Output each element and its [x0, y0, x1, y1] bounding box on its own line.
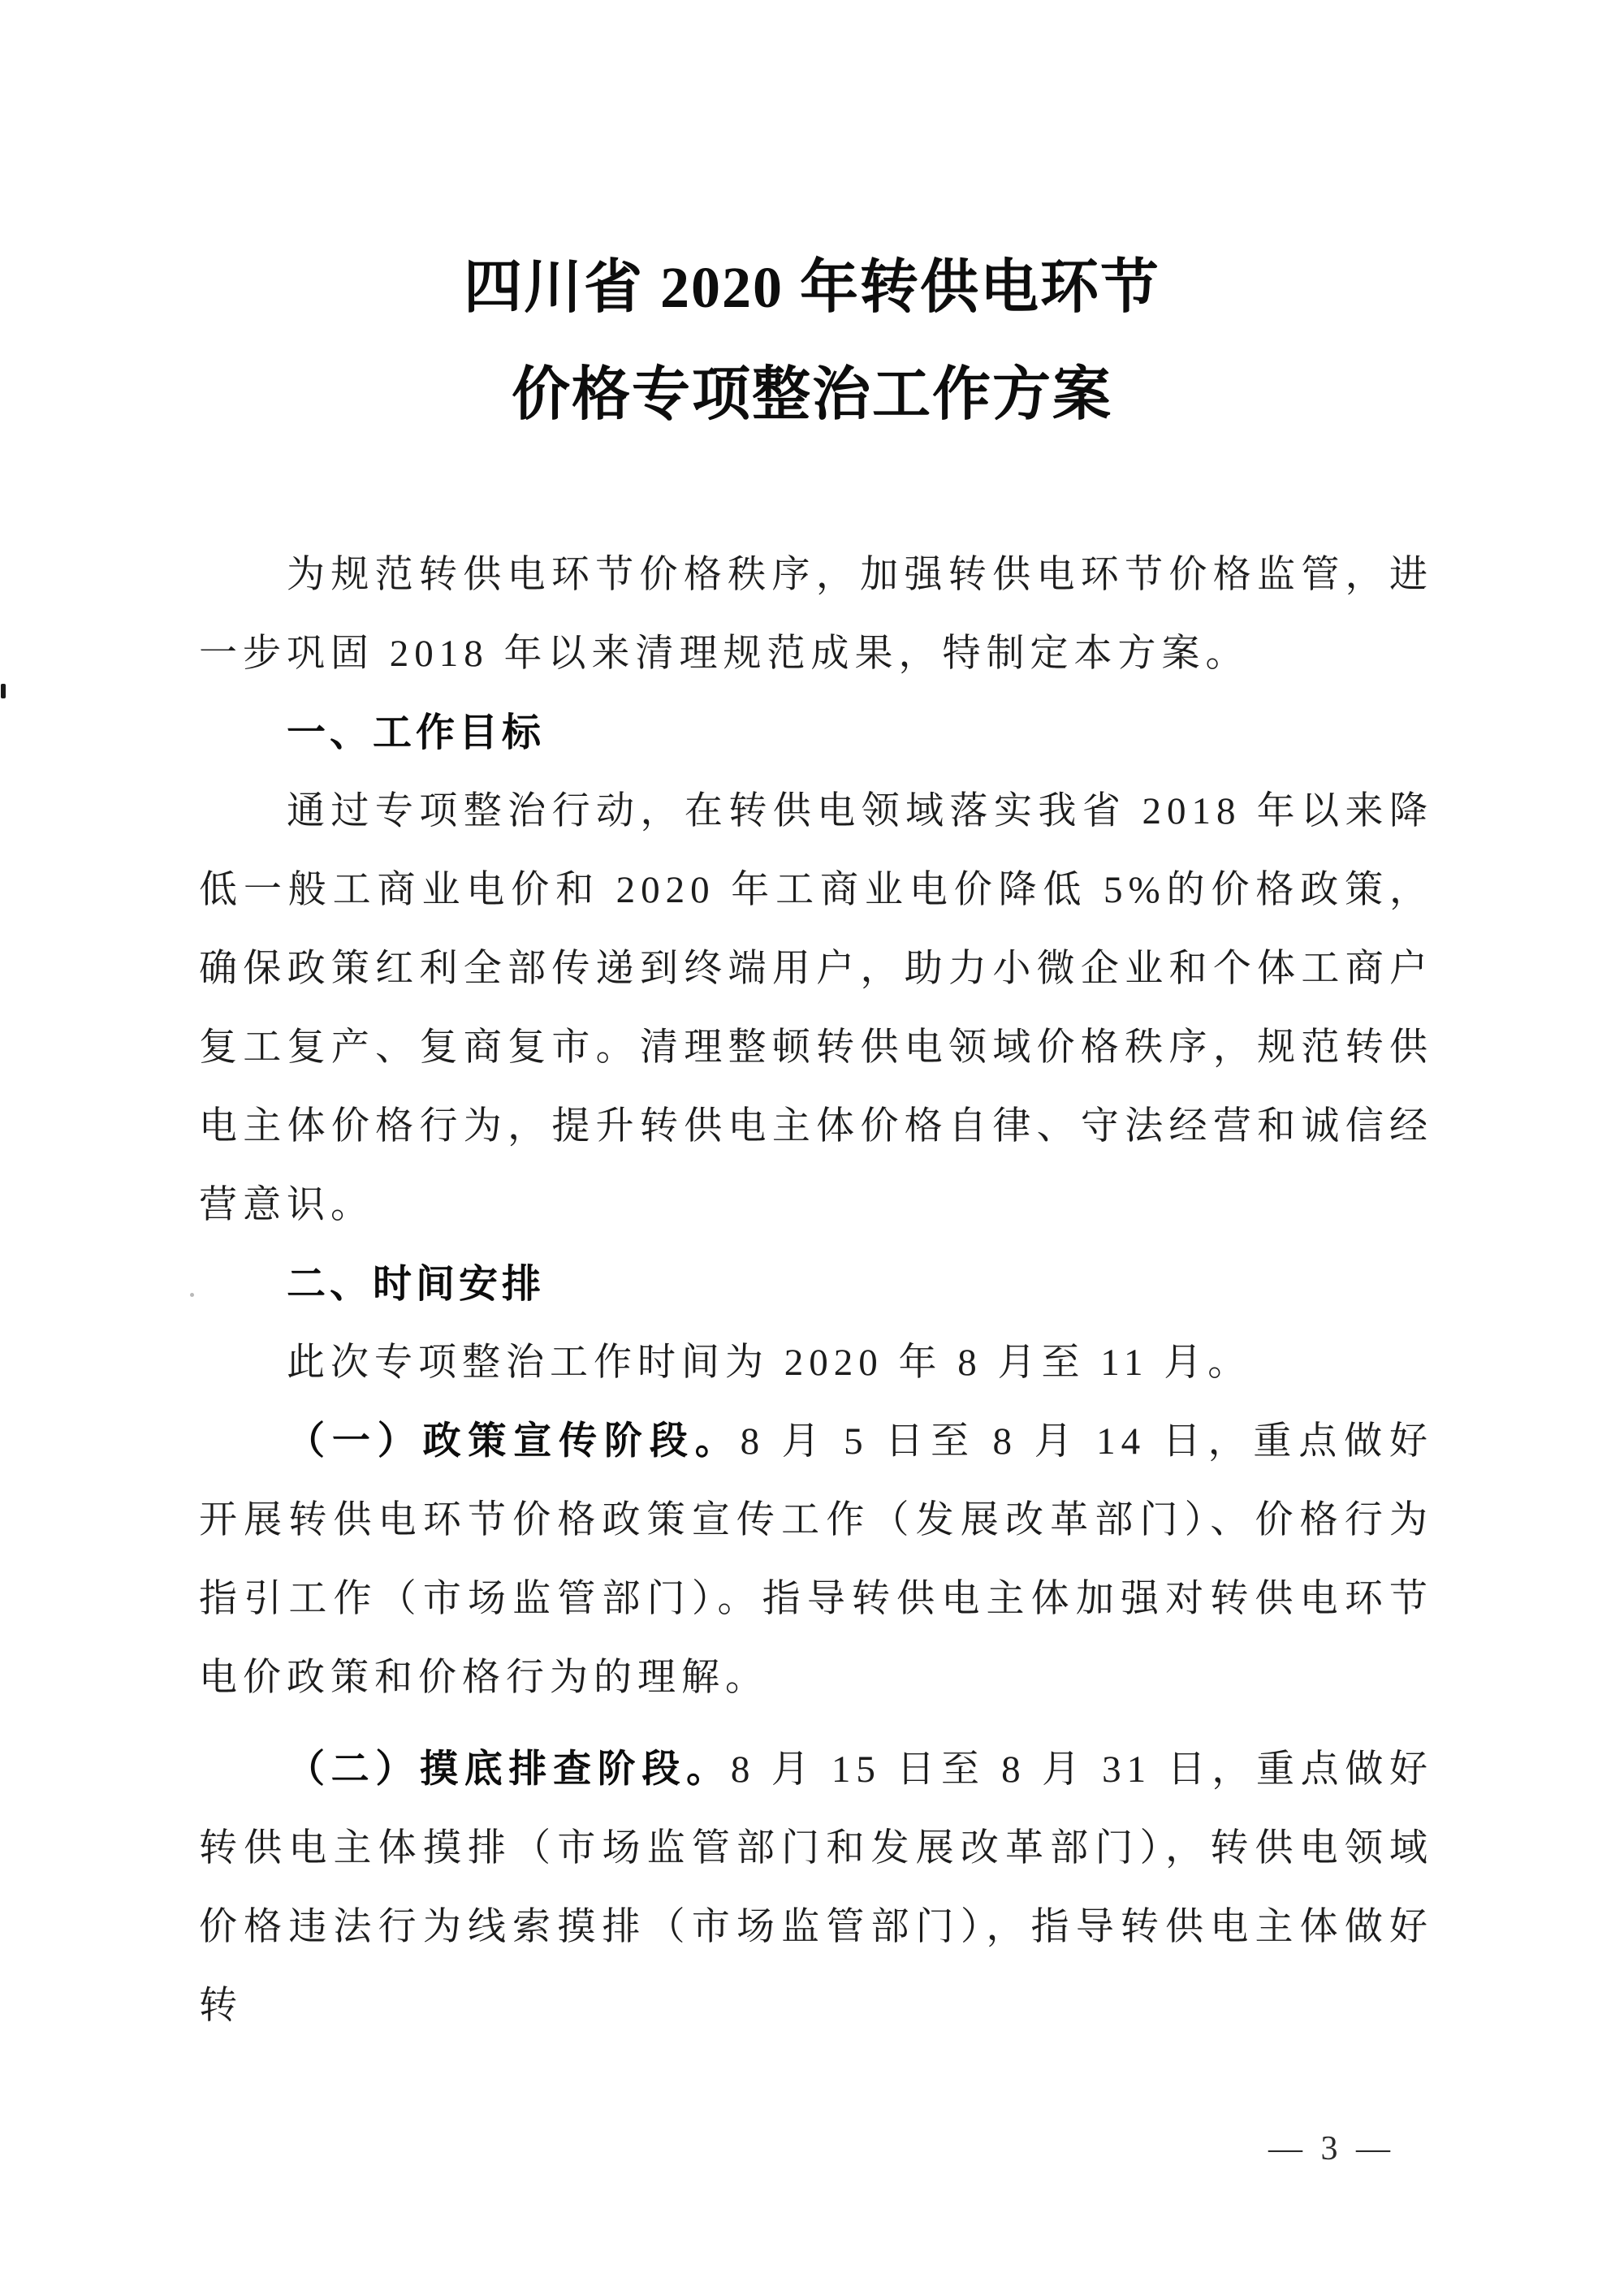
document-body [199, 536, 1433, 2046]
paragraph-schedule-intro: 此次专项整治工作时间为 2020 年 8 月至 11 月。 [287, 1342, 1252, 1384]
title-line-2: 价格专项整治工作方案 [511, 362, 1112, 427]
stage-survey-lead: （二）摸底排查阶段。 [287, 1748, 731, 1791]
paragraph-intro: 为规范转供电环节价格秩序，加强转供电环节价格监管，进一步巩固 2018 年以来清理规范成果，特制定本方案。 [199, 554, 1433, 675]
stage-survey-text: 8 月 15 日至 8 月 31 日，重点做好转供电主体摸排（市场监管部门和发展改革部门），转供电领域价格违法行为线索摸排（市场监管部门），指导转供电主体做好转 [199, 1748, 1434, 2027]
section-heading-work-goals: 一、工作目标 [287, 711, 546, 754]
paragraph-stage-survey [199, 1731, 1433, 2046]
scan-artifact [1, 684, 6, 698]
section-heading-schedule: 二、时间安排 [287, 1263, 546, 1306]
scan-artifact [190, 1293, 194, 1297]
document-title [0, 234, 1624, 448]
page-number: — 3 — [1268, 2130, 1395, 2168]
stage-publicity-text: 8 月 5 日至 8 月 14 日，重点做好开展转供电环节价格政策宣传工作（发展改革部门）、价格行为指引工作（市场监管部门）。指导转供电主体加强对转供电环节电价政策和价格行为的理解。 [199, 1420, 1434, 1699]
title-line-1: 四川省 2020 年转供电环节 [463, 255, 1160, 320]
stage-publicity-lead: （一）政策宣传阶段。 [287, 1420, 741, 1463]
paragraph-stage-publicity [199, 1402, 1433, 1718]
paragraph-work-goals: 通过专项整治行动，在转供电领域落实我省 2018 年以来降低一般工商业电价和 2020 年工商业电价降低 5%的价格政策，确保政策红利全部传递到终端用户，助力小微企业和个体工商户复工复产、复商复市。清理整顿转供电领域价格秩序，规范转供电主体价格行为，提升转供电主体价格自律、守法经营和诚信经营意识。 [199, 790, 1433, 1226]
